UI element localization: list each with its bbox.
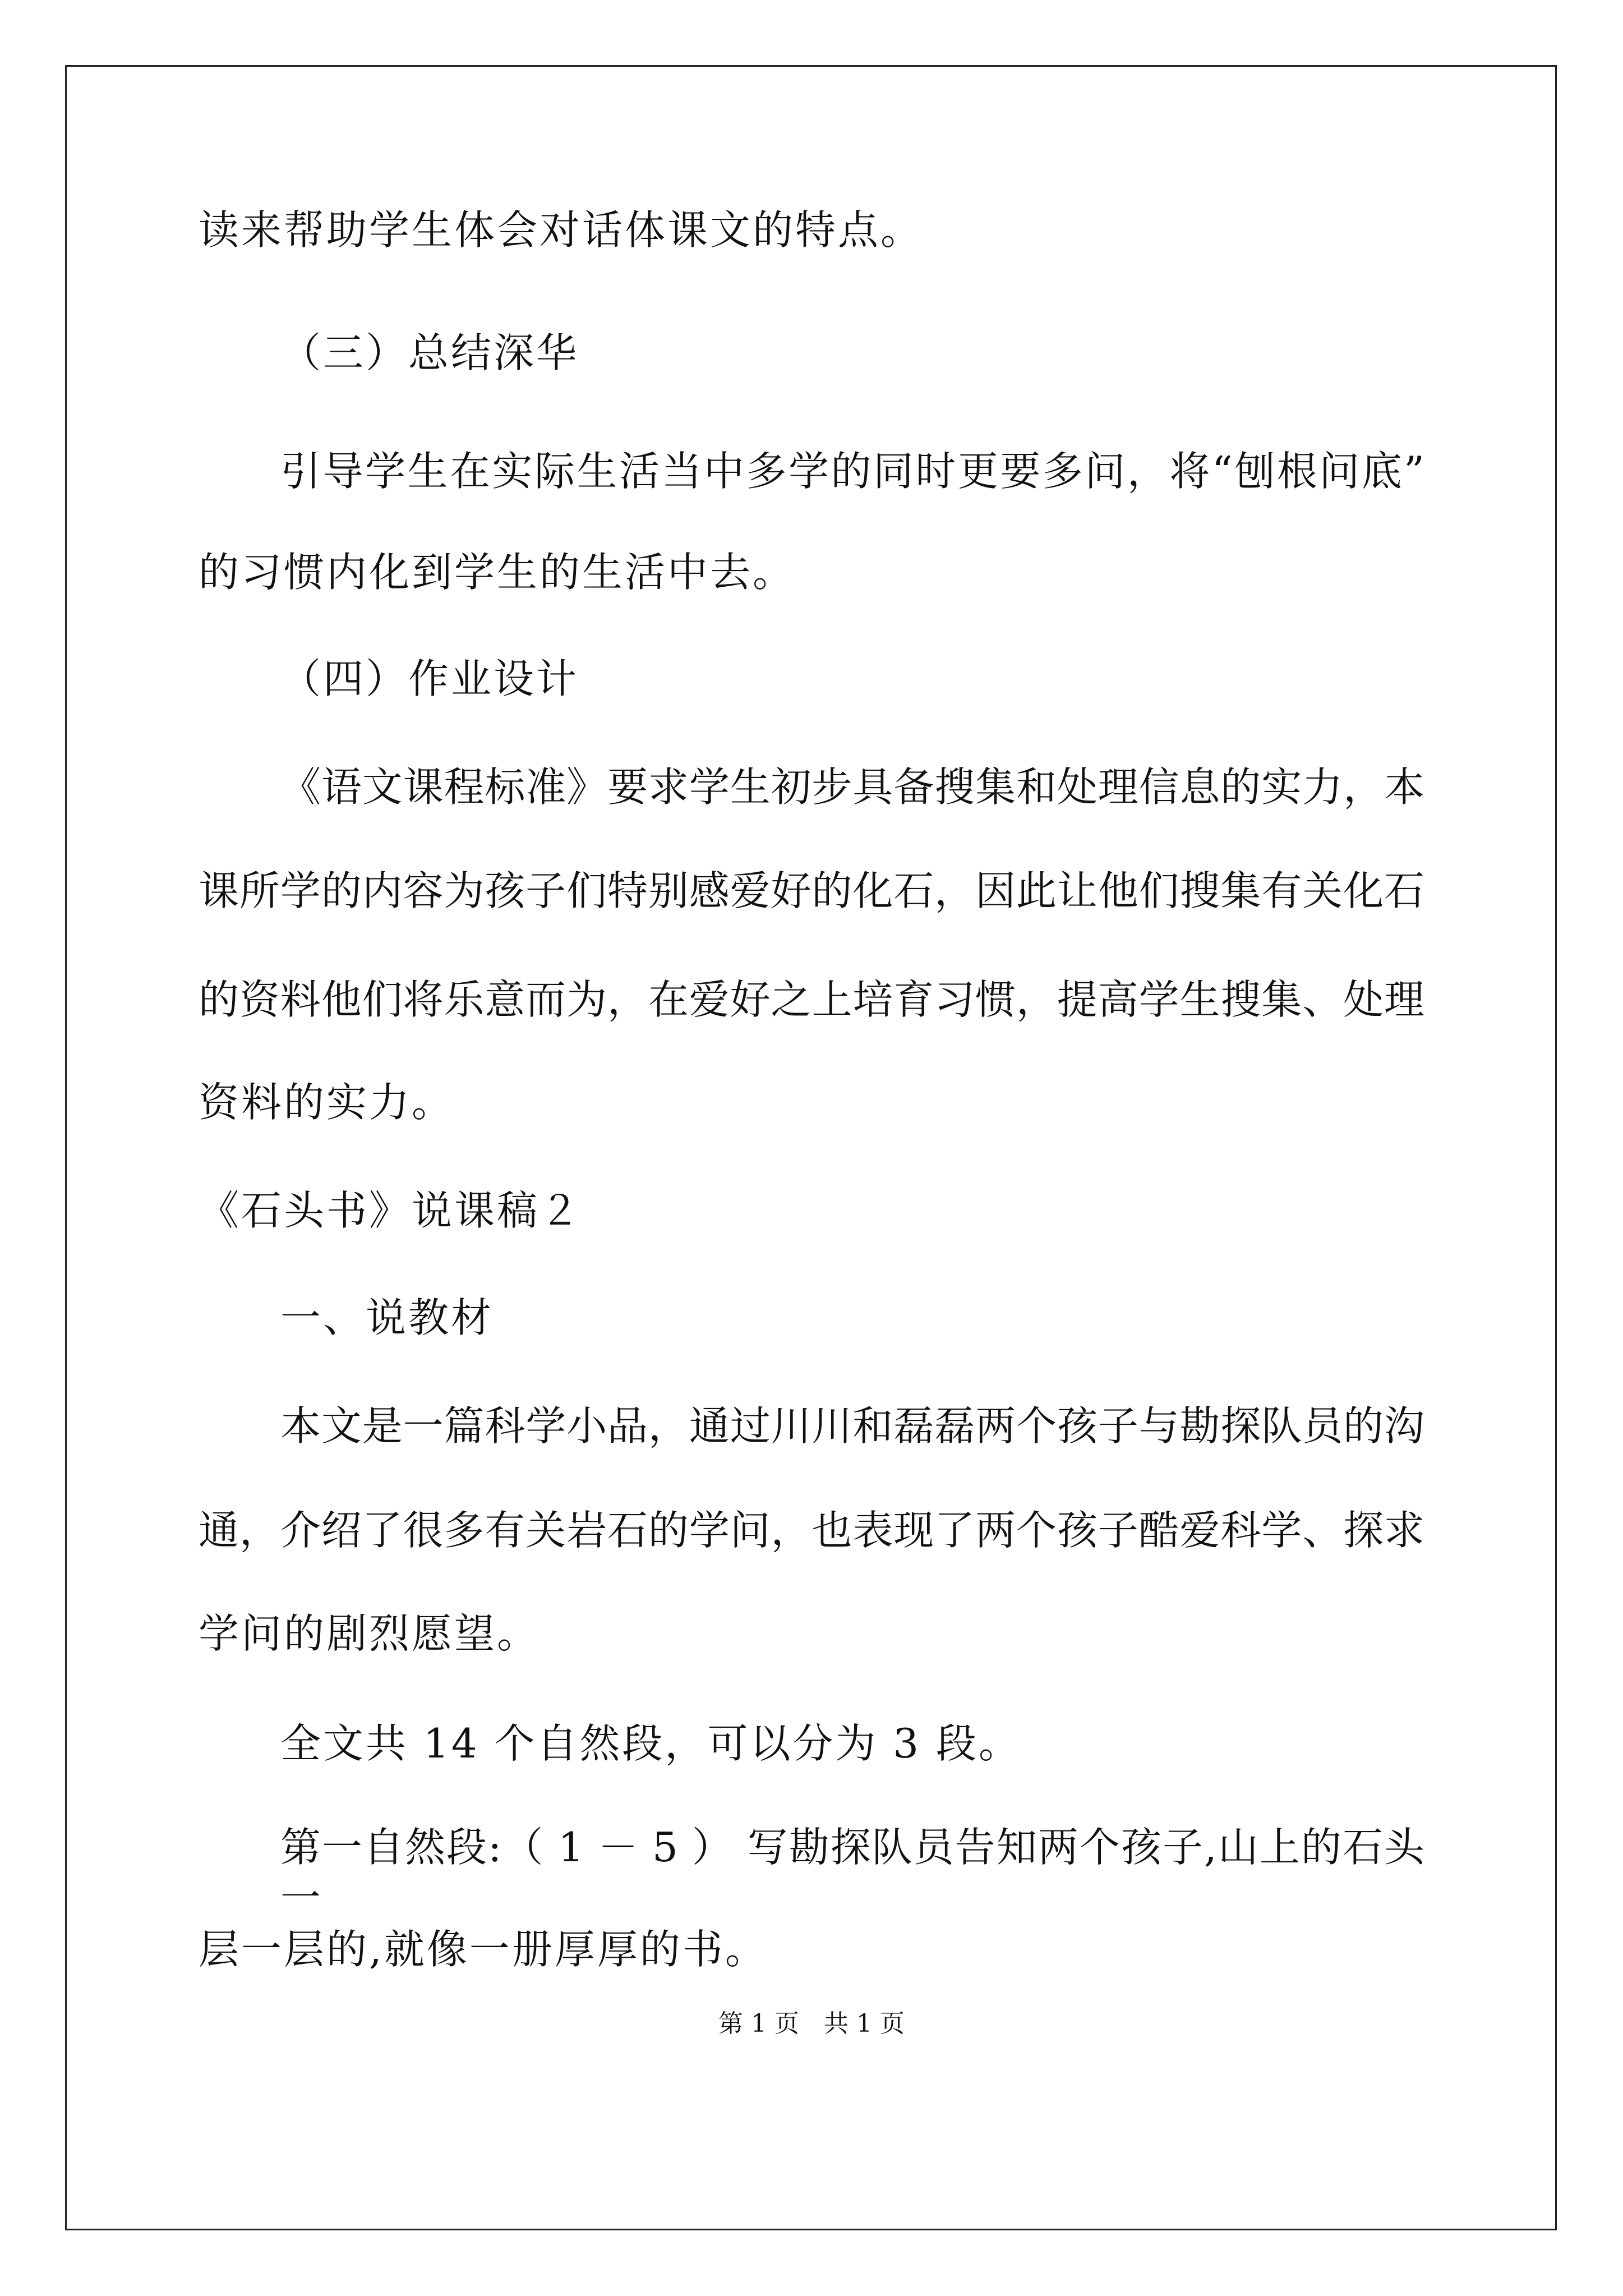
text-line: 读来帮助学生体会对话体课文的特点。 [199,206,924,254]
text-line: 通，介绍了很多有关岩石的学问，也表现了两个孩子酷爱科学、探求 [199,1507,1424,1554]
text-line: 第一自然段:（ 1 － 5 ） 写勘探队员告知两个孩子,山上的石头一 [280,1824,1424,1921]
text-line: 《语文课程标准》要求学生初步具备搜集和处理信息的实力，本 [280,763,1424,811]
article-title: 《石头书》说课稿２ [199,1187,583,1234]
text-line: 引导学生在实际生活当中多学的同时更要多问，将“刨根问底” [280,448,1424,495]
section-heading: （三）总结深华 [280,329,579,376]
text-line: 资料的实力。 [199,1079,455,1126]
text-line: 学问的剧烈愿望。 [199,1610,540,1657]
section-heading: 一、说教材 [280,1294,494,1341]
section-heading: （四）作业设计 [280,655,579,702]
text-line: 层一层的,就像一册厚厚的书。 [199,1926,768,1973]
text-line: 的习惯内化到学生的生活中去。 [199,549,796,596]
page-footer: 第 1 页 共 1 页 [718,2009,905,2038]
text-line: 全文共 14 个自然段，可以分为 3 段。 [280,1720,1021,1767]
text-line: 的资料他们将乐意而为，在爱好之上培育习惯，提高学生搜集、处理 [199,976,1424,1023]
text-line: 本文是一篇科学小品，通过川川和磊磊两个孩子与勘探队员的沟 [280,1402,1424,1450]
text-line: 课所学的内容为孩子们特别感爱好的化石，因此让他们搜集有关化石 [199,867,1424,914]
